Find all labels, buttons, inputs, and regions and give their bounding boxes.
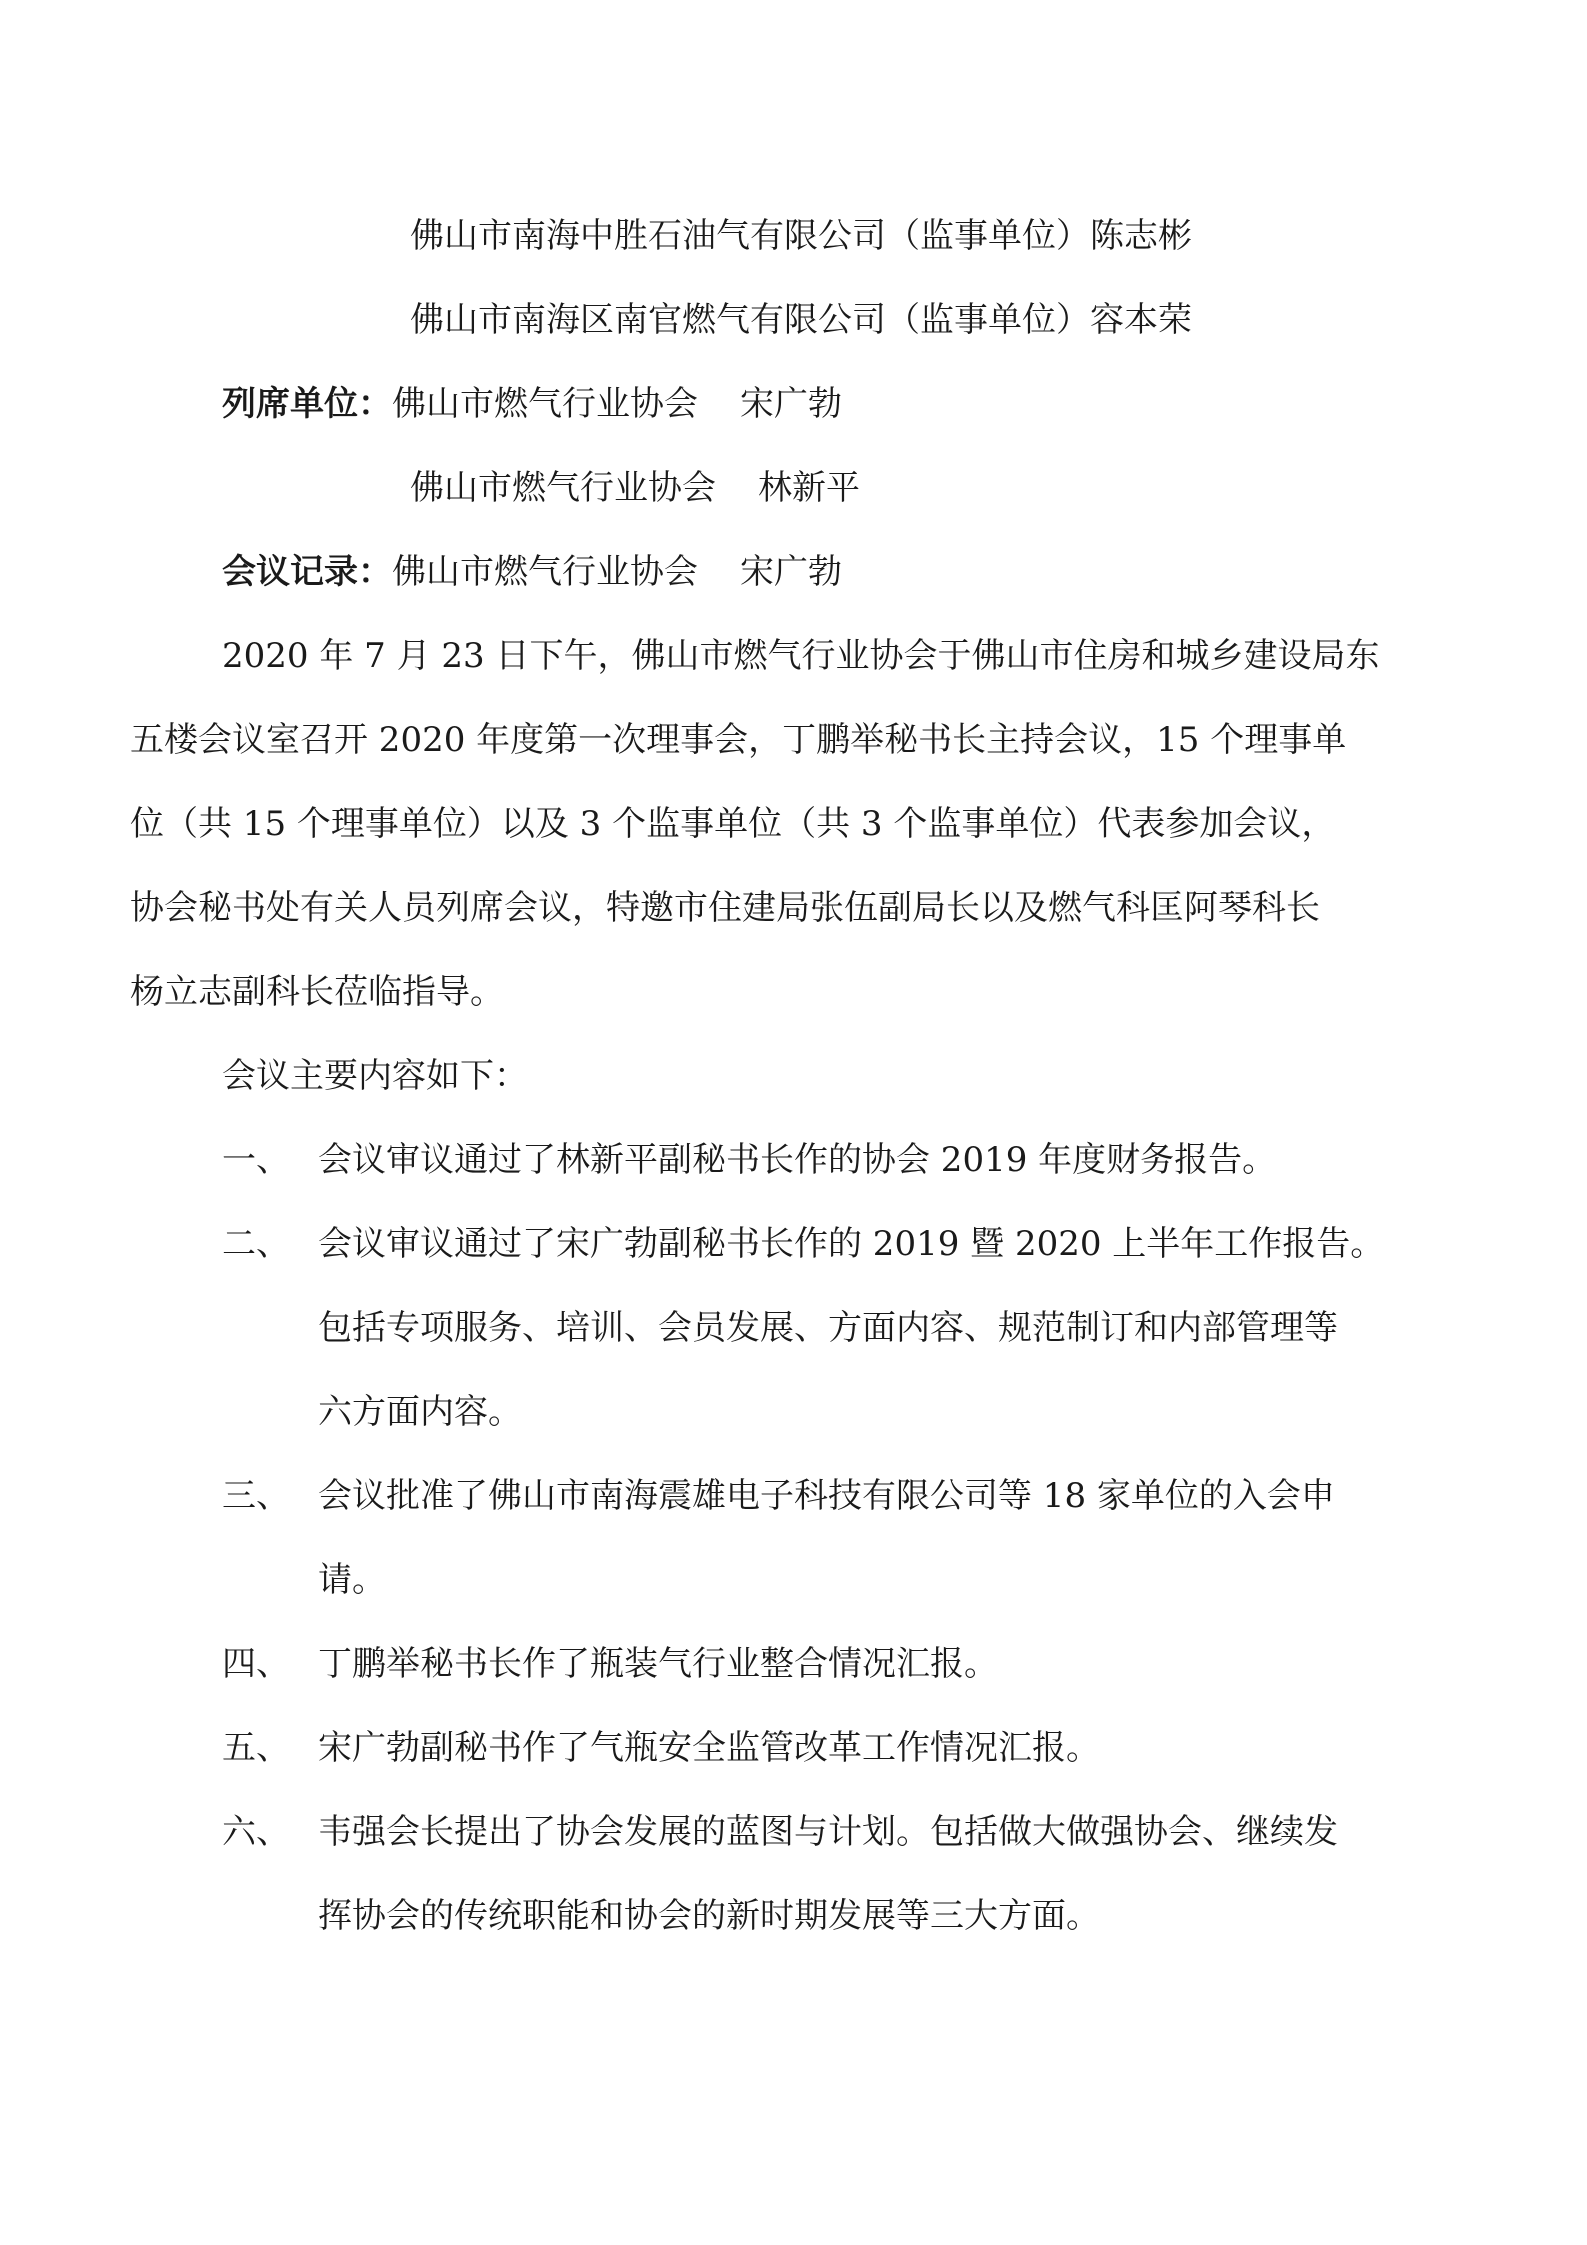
item-number: 三、	[222, 1476, 290, 1516]
attending-label: 列席单位：	[222, 384, 392, 424]
recorder-person: 宋广勃	[740, 552, 842, 592]
item-line: 挥协会的传统职能和协会的新时期发展等三大方面。	[318, 1896, 1100, 1936]
intro-line: 杨立志副科长莅临指导。	[130, 972, 504, 1012]
recorder-org: 佛山市燃气行业协会	[392, 552, 698, 592]
item-line: 请。	[318, 1560, 386, 1600]
intro-line: 五楼会议室召开 2020 年度第一次理事会，丁鹏举秘书长主持会议，15 个理事单	[130, 720, 1347, 760]
item-line: 会议审议通过了宋广勃副秘书长作的 2019 暨 2020 上半年工作报告。	[318, 1224, 1385, 1264]
recorder-label: 会议记录：	[222, 552, 392, 592]
attending-org: 佛山市燃气行业协会	[392, 384, 698, 424]
item-line: 韦强会长提出了协会发展的蓝图与计划。包括做大做强协会、继续发	[318, 1812, 1338, 1852]
summary-heading: 会议主要内容如下：	[222, 1056, 528, 1096]
item-number: 五、	[222, 1728, 290, 1768]
item-number: 四、	[222, 1644, 290, 1684]
item-line: 会议批准了佛山市南海震雄电子科技有限公司等 18 家单位的入会申	[318, 1476, 1335, 1516]
recorder-row	[222, 550, 842, 594]
attending-org: 佛山市燃气行业协会	[410, 468, 716, 508]
attending-person: 林新平	[758, 468, 860, 508]
item-line: 会议审议通过了林新平副秘书长作的协会 2019 年度财务报告。	[318, 1140, 1277, 1180]
item-line: 宋广勃副秘书作了气瓶安全监管改革工作情况汇报。	[318, 1728, 1100, 1768]
intro-line: 位（共 15 个理事单位）以及 3 个监事单位（共 3 个监事单位）代表参加会议，	[130, 804, 1336, 844]
supervisor-line: 佛山市南海区南官燃气有限公司（监事单位）容本荣	[410, 300, 1192, 340]
intro-line: 2020 年 7 月 23 日下午，佛山市燃气行业协会于佛山市住房和城乡建设局东	[222, 636, 1380, 676]
item-line: 六方面内容。	[318, 1392, 522, 1432]
attending-row	[410, 466, 860, 510]
item-line: 包括专项服务、培训、会员发展、方面内容、规范制订和内部管理等	[318, 1308, 1338, 1348]
supervisor-line: 佛山市南海中胜石油气有限公司（监事单位）陈志彬	[410, 216, 1192, 256]
item-number: 六、	[222, 1812, 290, 1852]
attending-person: 宋广勃	[740, 384, 842, 424]
item-line: 丁鹏举秘书长作了瓶装气行业整合情况汇报。	[318, 1644, 998, 1684]
intro-line: 协会秘书处有关人员列席会议，特邀市住建局张伍副局长以及燃气科匡阿琴科长	[130, 888, 1320, 928]
item-number: 一、	[222, 1140, 290, 1180]
attending-row	[222, 382, 842, 426]
item-number: 二、	[222, 1224, 290, 1264]
